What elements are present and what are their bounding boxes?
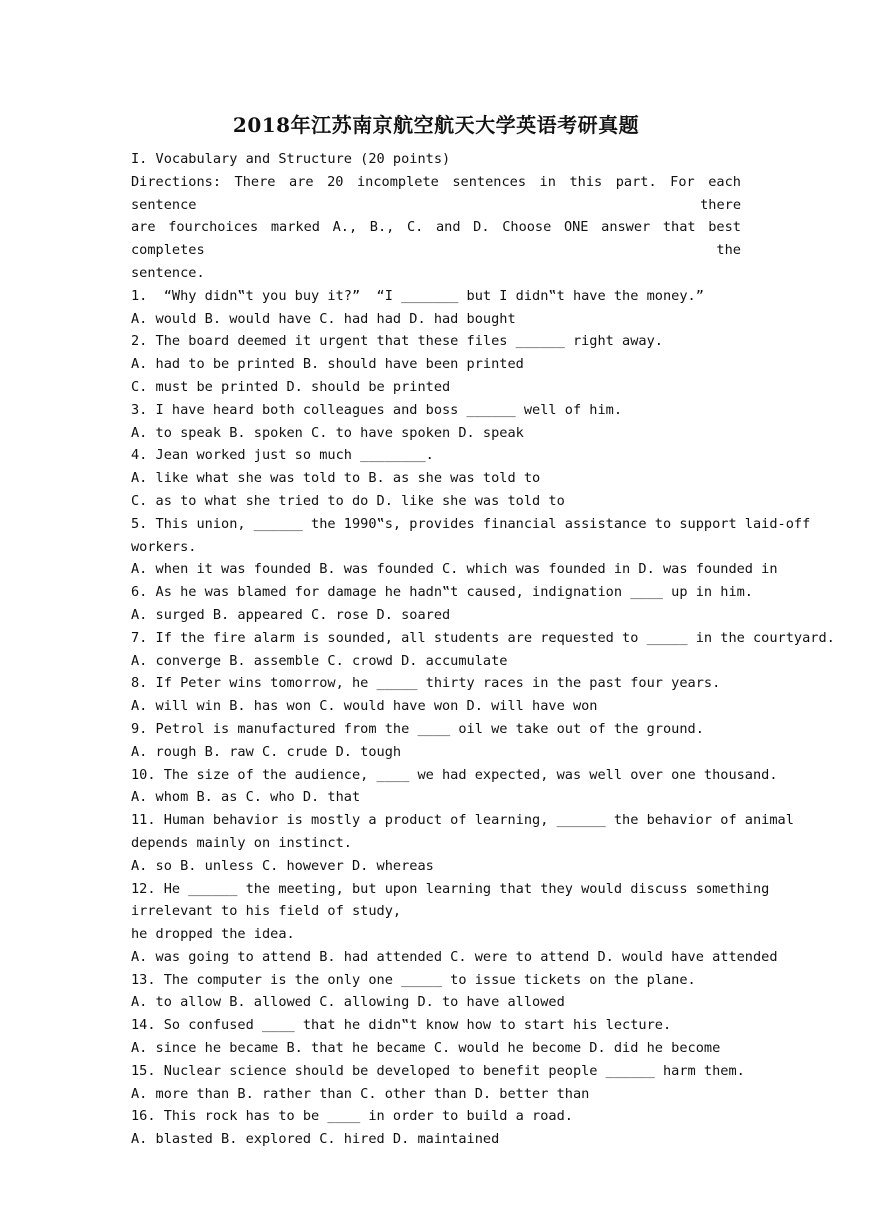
question-stem: 12. He ______ the meeting, but upon learning that they would discuss something [131,880,770,897]
answer-options: A. would B. would have C. had had D. had bought [131,310,516,327]
question-stem: 4. Jean worked just so much ________. [131,447,434,464]
page-title: 2018年江苏南京航空航天大学英语考研真题 [232,113,640,137]
answer-options: A. blasted B. explored C. hired D. maintained [131,1131,500,1148]
answer-options: A. when it was founded B. was founded C. which was founded in D. was founded in [131,561,778,578]
answer-options: A. surged B. appeared C. rose D. soared [131,606,451,623]
answer-options: C. as to what she tried to do D. like she was told to [131,492,565,509]
document-page [131,112,835,1151]
directions-line: are fourchoices marked A., B., C. and D. Choose ONE answer that best completes the [131,219,741,259]
question-stem: 1. “Why didn‟t you buy it?” “I _______ but I didn‟t have the money.” [131,287,704,304]
question-stem: 9. Petrol is manufactured from the ____ oil we take out of the ground. [131,720,704,737]
answer-options: A. was going to attend B. had attended C. were to attend D. would have attended [131,948,778,965]
answer-options: A. had to be printed B. should have been printed [131,356,524,373]
question-stem: 13. The computer is the only one _____ to issue tickets on the plane. [131,971,696,988]
question-stem: 14. So confused ____ that he didn‟t know how to start his lecture. [131,1017,672,1034]
answer-options: A. to speak B. spoken C. to have spoken D. speak [131,424,524,441]
answer-options: A. will win B. has won C. would have won D. will have won [131,698,598,715]
directions-line: sentence. [131,264,205,281]
answer-options: A. so B. unless C. however D. whereas [131,857,434,874]
section-heading: I. Vocabulary and Structure (20 points) [131,151,451,167]
answer-options: A. converge B. assemble C. crowd D. accumulate [131,652,508,669]
question-stem: 6. As he was blamed for damage he hadn‟t caused, indignation ____ up in him. [131,584,753,601]
answer-options: C. must be printed D. should be printed [131,378,451,395]
question-stem: irrelevant to his field of study, [131,903,402,920]
question-stem: 8. If Peter wins tomorrow, he _____ thirty races in the past four years. [131,675,721,692]
question-stem: he dropped the idea. [131,926,295,943]
question-stem: 10. The size of the audience, ____ we had expected, was well over one thousand. [131,766,778,783]
answer-options: A. whom B. as C. who D. that [131,789,361,806]
answer-options: A. like what she was told to B. as she was told to [131,470,541,487]
directions-line: Directions: There are 20 incomplete sentences in this part. For each sentence there [131,173,741,213]
question-stem: 2. The board deemed it urgent that these files ______ right away. [131,333,663,350]
question-stem: 16. This rock has to be ____ in order to build a road. [131,1108,573,1125]
question-stem: 11. Human behavior is mostly a product of learning, ______ the behavior of animal [131,812,794,829]
answer-options: A. rough B. raw C. crude D. tough [131,743,402,760]
answer-options: A. to allow B. allowed C. allowing D. to have allowed [131,994,565,1011]
question-stem: 3. I have heard both colleagues and boss ______ well of him. [131,401,623,418]
question-stem: 7. If the fire alarm is sounded, all students are requested to _____ in the courtyard. [131,629,835,646]
question-stem: 15. Nuclear science should be developed to benefit people ______ harm them. [131,1062,745,1079]
answer-options: A. since he became B. that he became C. would he become D. did he become [131,1040,721,1057]
question-stem: depends mainly on instinct. [131,834,352,851]
answer-options: A. more than B. rather than C. other than D. better than [131,1085,590,1102]
question-stem: 5. This union, ______ the 1990‟s, provides financial assistance to support laid-off [131,515,811,532]
question-stem: workers. [131,538,197,555]
